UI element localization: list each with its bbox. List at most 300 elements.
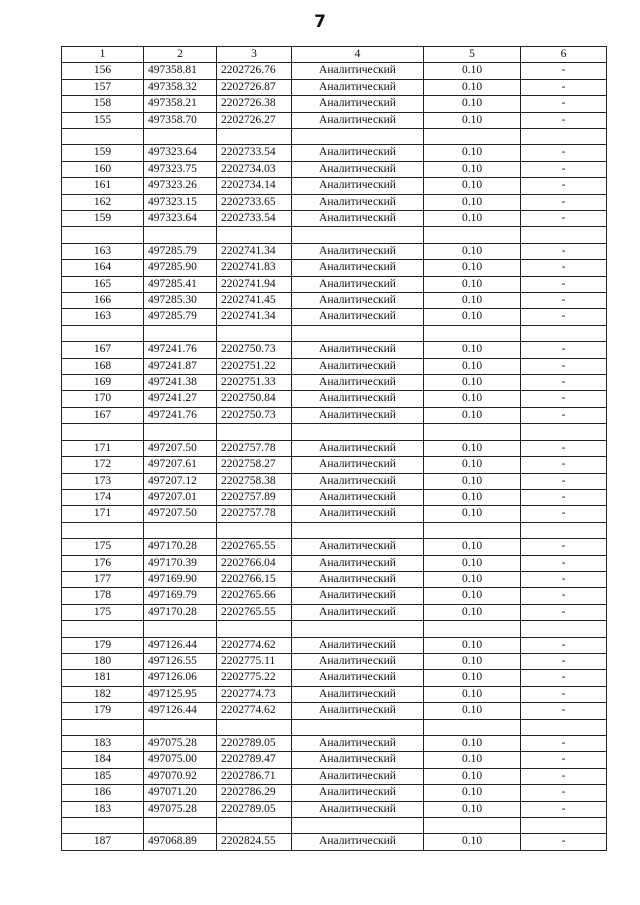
point-number-cell: 184 — [62, 752, 144, 768]
table-row — [62, 637, 607, 653]
method-cell: Аналитический — [292, 801, 424, 817]
table-row — [62, 375, 607, 391]
accuracy-cell: 0.10 — [424, 79, 521, 95]
x-coordinate-cell: 497241.38 — [144, 375, 217, 391]
y-coordinate-cell: 2202765.55 — [217, 539, 292, 555]
x-coordinate-cell: 497207.61 — [144, 457, 217, 473]
note-cell: - — [521, 358, 607, 374]
note-cell — [521, 325, 607, 341]
y-coordinate-cell: 2202775.22 — [217, 670, 292, 686]
x-coordinate-cell: 497241.76 — [144, 407, 217, 423]
note-cell: - — [521, 375, 607, 391]
point-number-cell: 187 — [62, 834, 144, 850]
y-coordinate-cell: 2202751.22 — [217, 358, 292, 374]
x-coordinate-cell: 497071.20 — [144, 785, 217, 801]
y-coordinate-cell: 2202751.33 — [217, 375, 292, 391]
accuracy-cell: 0.10 — [424, 194, 521, 210]
method-cell: Аналитический — [292, 457, 424, 473]
point-number-cell: 186 — [62, 785, 144, 801]
y-coordinate-cell — [217, 325, 292, 341]
point-number-cell — [62, 621, 144, 637]
x-coordinate-cell — [144, 817, 217, 833]
note-cell: - — [521, 785, 607, 801]
accuracy-cell: 0.10 — [424, 309, 521, 325]
y-coordinate-cell: 2202733.54 — [217, 145, 292, 161]
method-cell: Аналитический — [292, 539, 424, 555]
method-cell: Аналитический — [292, 506, 424, 522]
table-row — [62, 342, 607, 358]
point-number-cell: 158 — [62, 96, 144, 112]
accuracy-cell: 0.10 — [424, 686, 521, 702]
x-coordinate-cell: 497126.44 — [144, 703, 217, 719]
x-coordinate-cell: 497068.89 — [144, 834, 217, 850]
x-coordinate-cell — [144, 129, 217, 145]
y-coordinate-cell: 2202766.04 — [217, 555, 292, 571]
y-coordinate-cell: 2202758.27 — [217, 457, 292, 473]
y-coordinate-cell: 2202766.15 — [217, 571, 292, 587]
x-coordinate-cell: 497169.79 — [144, 588, 217, 604]
accuracy-cell — [424, 129, 521, 145]
y-coordinate-cell: 2202789.05 — [217, 801, 292, 817]
table-spacer-row — [62, 522, 607, 538]
y-coordinate-cell — [217, 129, 292, 145]
method-cell: Аналитический — [292, 407, 424, 423]
accuracy-cell: 0.10 — [424, 457, 521, 473]
x-coordinate-cell: 497126.06 — [144, 670, 217, 686]
accuracy-cell: 0.10 — [424, 161, 521, 177]
point-number-cell: 165 — [62, 276, 144, 292]
method-cell: Аналитический — [292, 555, 424, 571]
y-coordinate-cell — [217, 227, 292, 243]
accuracy-cell: 0.10 — [424, 63, 521, 79]
table-row — [62, 79, 607, 95]
method-cell: Аналитический — [292, 178, 424, 194]
point-number-cell: 163 — [62, 243, 144, 259]
y-coordinate-cell — [217, 424, 292, 440]
page-number: 7 — [314, 12, 326, 32]
point-number-cell: 168 — [62, 358, 144, 374]
point-number-cell: 161 — [62, 178, 144, 194]
note-cell: - — [521, 276, 607, 292]
table-row — [62, 834, 607, 850]
accuracy-cell: 0.10 — [424, 440, 521, 456]
header-cell-1: 1 — [62, 47, 144, 63]
method-cell — [292, 227, 424, 243]
method-cell: Аналитический — [292, 571, 424, 587]
y-coordinate-cell: 2202726.38 — [217, 96, 292, 112]
table-row — [62, 112, 607, 128]
point-number-cell: 177 — [62, 571, 144, 587]
accuracy-cell: 0.10 — [424, 637, 521, 653]
table-row — [62, 555, 607, 571]
method-cell: Аналитический — [292, 194, 424, 210]
table-row — [62, 63, 607, 79]
table-body — [62, 47, 607, 851]
method-cell — [292, 817, 424, 833]
note-cell: - — [521, 309, 607, 325]
note-cell: - — [521, 79, 607, 95]
point-number-cell: 171 — [62, 506, 144, 522]
accuracy-cell: 0.10 — [424, 342, 521, 358]
y-coordinate-cell: 2202741.94 — [217, 276, 292, 292]
accuracy-cell — [424, 424, 521, 440]
x-coordinate-cell: 497358.81 — [144, 63, 217, 79]
x-coordinate-cell: 497126.44 — [144, 637, 217, 653]
y-coordinate-cell — [217, 621, 292, 637]
point-number-cell — [62, 817, 144, 833]
x-coordinate-cell: 497170.39 — [144, 555, 217, 571]
y-coordinate-cell: 2202734.14 — [217, 178, 292, 194]
point-number-cell: 167 — [62, 342, 144, 358]
table-spacer-row — [62, 621, 607, 637]
point-number-cell: 167 — [62, 407, 144, 423]
accuracy-cell: 0.10 — [424, 506, 521, 522]
table-row — [62, 768, 607, 784]
header-cell-2: 2 — [144, 47, 217, 63]
point-number-cell — [62, 227, 144, 243]
method-cell: Аналитический — [292, 112, 424, 128]
table-row — [62, 588, 607, 604]
table-row — [62, 653, 607, 669]
y-coordinate-cell: 2202726.87 — [217, 79, 292, 95]
method-cell: Аналитический — [292, 637, 424, 653]
table-row — [62, 735, 607, 751]
x-coordinate-cell: 497285.79 — [144, 309, 217, 325]
x-coordinate-cell: 497241.87 — [144, 358, 217, 374]
method-cell: Аналитический — [292, 276, 424, 292]
y-coordinate-cell: 2202774.73 — [217, 686, 292, 702]
point-number-cell: 159 — [62, 211, 144, 227]
table-row — [62, 752, 607, 768]
table-row — [62, 539, 607, 555]
note-cell — [521, 817, 607, 833]
point-number-cell: 182 — [62, 686, 144, 702]
note-cell: - — [521, 473, 607, 489]
note-cell: - — [521, 440, 607, 456]
x-coordinate-cell: 497285.90 — [144, 260, 217, 276]
note-cell: - — [521, 211, 607, 227]
table-row — [62, 96, 607, 112]
x-coordinate-cell: 497323.75 — [144, 161, 217, 177]
method-cell: Аналитический — [292, 145, 424, 161]
note-cell: - — [521, 178, 607, 194]
note-cell: - — [521, 243, 607, 259]
note-cell: - — [521, 260, 607, 276]
note-cell: - — [521, 161, 607, 177]
x-coordinate-cell: 497125.95 — [144, 686, 217, 702]
table-row — [62, 473, 607, 489]
method-cell: Аналитический — [292, 653, 424, 669]
method-cell: Аналитический — [292, 473, 424, 489]
accuracy-cell: 0.10 — [424, 178, 521, 194]
y-coordinate-cell: 2202786.71 — [217, 768, 292, 784]
y-coordinate-cell — [217, 522, 292, 538]
method-cell: Аналитический — [292, 703, 424, 719]
accuracy-cell — [424, 719, 521, 735]
point-number-cell: 185 — [62, 768, 144, 784]
table-header-row — [62, 47, 607, 63]
point-number-cell: 174 — [62, 489, 144, 505]
accuracy-cell: 0.10 — [424, 834, 521, 850]
accuracy-cell: 0.10 — [424, 358, 521, 374]
x-coordinate-cell: 497323.64 — [144, 145, 217, 161]
y-coordinate-cell: 2202750.84 — [217, 391, 292, 407]
method-cell: Аналитический — [292, 243, 424, 259]
point-number-cell: 163 — [62, 309, 144, 325]
table-row — [62, 440, 607, 456]
x-coordinate-cell: 497075.28 — [144, 801, 217, 817]
method-cell: Аналитический — [292, 588, 424, 604]
note-cell: - — [521, 588, 607, 604]
table-row — [62, 391, 607, 407]
x-coordinate-cell: 497358.32 — [144, 79, 217, 95]
note-cell: - — [521, 801, 607, 817]
note-cell — [521, 129, 607, 145]
header-cell-6: 6 — [521, 47, 607, 63]
table-row — [62, 571, 607, 587]
x-coordinate-cell: 497323.64 — [144, 211, 217, 227]
accuracy-cell: 0.10 — [424, 112, 521, 128]
table-row — [62, 670, 607, 686]
note-cell — [521, 227, 607, 243]
note-cell: - — [521, 670, 607, 686]
note-cell: - — [521, 752, 607, 768]
method-cell: Аналитический — [292, 375, 424, 391]
accuracy-cell: 0.10 — [424, 407, 521, 423]
x-coordinate-cell: 497323.26 — [144, 178, 217, 194]
point-number-cell — [62, 129, 144, 145]
note-cell: - — [521, 539, 607, 555]
y-coordinate-cell: 2202741.34 — [217, 243, 292, 259]
method-cell — [292, 719, 424, 735]
table-row — [62, 260, 607, 276]
note-cell: - — [521, 342, 607, 358]
note-cell: - — [521, 703, 607, 719]
table-row — [62, 407, 607, 423]
x-coordinate-cell: 497070.92 — [144, 768, 217, 784]
y-coordinate-cell: 2202750.73 — [217, 342, 292, 358]
x-coordinate-cell: 497241.76 — [144, 342, 217, 358]
accuracy-cell: 0.10 — [424, 571, 521, 587]
method-cell: Аналитический — [292, 686, 424, 702]
point-number-cell: 183 — [62, 801, 144, 817]
method-cell: Аналитический — [292, 752, 424, 768]
accuracy-cell: 0.10 — [424, 703, 521, 719]
point-number-cell: 172 — [62, 457, 144, 473]
point-number-cell — [62, 424, 144, 440]
accuracy-cell: 0.10 — [424, 293, 521, 309]
method-cell: Аналитический — [292, 211, 424, 227]
accuracy-cell: 0.10 — [424, 670, 521, 686]
method-cell — [292, 522, 424, 538]
x-coordinate-cell: 497207.50 — [144, 506, 217, 522]
method-cell: Аналитический — [292, 79, 424, 95]
point-number-cell: 162 — [62, 194, 144, 210]
note-cell: - — [521, 407, 607, 423]
table-row — [62, 604, 607, 620]
method-cell: Аналитический — [292, 735, 424, 751]
table-row — [62, 309, 607, 325]
y-coordinate-cell: 2202758.38 — [217, 473, 292, 489]
note-cell: - — [521, 489, 607, 505]
method-cell — [292, 325, 424, 341]
point-number-cell: 179 — [62, 703, 144, 719]
note-cell — [521, 424, 607, 440]
x-coordinate-cell: 497169.90 — [144, 571, 217, 587]
accuracy-cell: 0.10 — [424, 211, 521, 227]
x-coordinate-cell: 497075.28 — [144, 735, 217, 751]
accuracy-cell: 0.10 — [424, 752, 521, 768]
table-spacer-row — [62, 424, 607, 440]
x-coordinate-cell — [144, 522, 217, 538]
method-cell: Аналитический — [292, 293, 424, 309]
accuracy-cell: 0.10 — [424, 391, 521, 407]
x-coordinate-cell: 497170.28 — [144, 539, 217, 555]
note-cell: - — [521, 112, 607, 128]
table-row — [62, 194, 607, 210]
table-row — [62, 161, 607, 177]
point-number-cell: 179 — [62, 637, 144, 653]
accuracy-cell — [424, 817, 521, 833]
point-number-cell — [62, 719, 144, 735]
x-coordinate-cell: 497207.12 — [144, 473, 217, 489]
point-number-cell: 175 — [62, 539, 144, 555]
header-cell-5: 5 — [424, 47, 521, 63]
table-row — [62, 457, 607, 473]
accuracy-cell: 0.10 — [424, 243, 521, 259]
accuracy-cell: 0.10 — [424, 489, 521, 505]
y-coordinate-cell: 2202789.05 — [217, 735, 292, 751]
point-number-cell: 169 — [62, 375, 144, 391]
x-coordinate-cell: 497207.01 — [144, 489, 217, 505]
accuracy-cell: 0.10 — [424, 145, 521, 161]
method-cell: Аналитический — [292, 768, 424, 784]
table-row — [62, 178, 607, 194]
point-number-cell: 156 — [62, 63, 144, 79]
y-coordinate-cell — [217, 817, 292, 833]
point-number-cell: 157 — [62, 79, 144, 95]
table-spacer-row — [62, 325, 607, 341]
point-number-cell: 176 — [62, 555, 144, 571]
method-cell: Аналитический — [292, 342, 424, 358]
point-number-cell: 183 — [62, 735, 144, 751]
note-cell: - — [521, 834, 607, 850]
note-cell — [521, 719, 607, 735]
accuracy-cell — [424, 325, 521, 341]
y-coordinate-cell: 2202757.78 — [217, 440, 292, 456]
method-cell — [292, 424, 424, 440]
table-row — [62, 785, 607, 801]
note-cell: - — [521, 768, 607, 784]
y-coordinate-cell: 2202757.89 — [217, 489, 292, 505]
y-coordinate-cell: 2202726.27 — [217, 112, 292, 128]
method-cell: Аналитический — [292, 161, 424, 177]
note-cell: - — [521, 63, 607, 79]
point-number-cell: 180 — [62, 653, 144, 669]
note-cell: - — [521, 293, 607, 309]
y-coordinate-cell: 2202786.29 — [217, 785, 292, 801]
accuracy-cell: 0.10 — [424, 785, 521, 801]
accuracy-cell: 0.10 — [424, 276, 521, 292]
note-cell — [521, 621, 607, 637]
method-cell — [292, 129, 424, 145]
y-coordinate-cell: 2202726.76 — [217, 63, 292, 79]
table-row — [62, 276, 607, 292]
table-spacer-row — [62, 719, 607, 735]
point-number-cell — [62, 522, 144, 538]
note-cell: - — [521, 145, 607, 161]
table-row — [62, 686, 607, 702]
y-coordinate-cell — [217, 719, 292, 735]
note-cell — [521, 522, 607, 538]
y-coordinate-cell: 2202733.65 — [217, 194, 292, 210]
table-row — [62, 506, 607, 522]
table-row — [62, 358, 607, 374]
accuracy-cell: 0.10 — [424, 539, 521, 555]
table-spacer-row — [62, 817, 607, 833]
table-spacer-row — [62, 129, 607, 145]
y-coordinate-cell: 2202733.54 — [217, 211, 292, 227]
x-coordinate-cell — [144, 325, 217, 341]
note-cell: - — [521, 194, 607, 210]
table-row — [62, 801, 607, 817]
x-coordinate-cell: 497075.00 — [144, 752, 217, 768]
method-cell: Аналитический — [292, 670, 424, 686]
x-coordinate-cell: 497170.28 — [144, 604, 217, 620]
x-coordinate-cell: 497285.30 — [144, 293, 217, 309]
accuracy-cell: 0.10 — [424, 604, 521, 620]
point-number-cell — [62, 325, 144, 341]
note-cell: - — [521, 604, 607, 620]
x-coordinate-cell: 497358.21 — [144, 96, 217, 112]
point-number-cell: 159 — [62, 145, 144, 161]
accuracy-cell: 0.10 — [424, 375, 521, 391]
point-number-cell: 160 — [62, 161, 144, 177]
point-number-cell: 155 — [62, 112, 144, 128]
x-coordinate-cell — [144, 424, 217, 440]
accuracy-cell: 0.10 — [424, 768, 521, 784]
x-coordinate-cell: 497285.41 — [144, 276, 217, 292]
x-coordinate-cell — [144, 621, 217, 637]
point-number-cell: 178 — [62, 588, 144, 604]
y-coordinate-cell: 2202734.03 — [217, 161, 292, 177]
y-coordinate-cell: 2202824.55 — [217, 834, 292, 850]
y-coordinate-cell: 2202757.78 — [217, 506, 292, 522]
note-cell: - — [521, 506, 607, 522]
x-coordinate-cell: 497126.55 — [144, 653, 217, 669]
y-coordinate-cell: 2202741.45 — [217, 293, 292, 309]
note-cell: - — [521, 686, 607, 702]
x-coordinate-cell: 497358.70 — [144, 112, 217, 128]
point-number-cell: 171 — [62, 440, 144, 456]
accuracy-cell: 0.10 — [424, 473, 521, 489]
y-coordinate-cell: 2202765.55 — [217, 604, 292, 620]
accuracy-cell — [424, 621, 521, 637]
header-cell-4: 4 — [292, 47, 424, 63]
y-coordinate-cell: 2202741.34 — [217, 309, 292, 325]
method-cell: Аналитический — [292, 785, 424, 801]
method-cell: Аналитический — [292, 489, 424, 505]
table-row — [62, 211, 607, 227]
method-cell — [292, 621, 424, 637]
point-number-cell: 166 — [62, 293, 144, 309]
method-cell: Аналитический — [292, 63, 424, 79]
x-coordinate-cell: 497241.27 — [144, 391, 217, 407]
y-coordinate-cell: 2202774.62 — [217, 637, 292, 653]
point-number-cell: 181 — [62, 670, 144, 686]
y-coordinate-cell: 2202741.83 — [217, 260, 292, 276]
x-coordinate-cell: 497285.79 — [144, 243, 217, 259]
